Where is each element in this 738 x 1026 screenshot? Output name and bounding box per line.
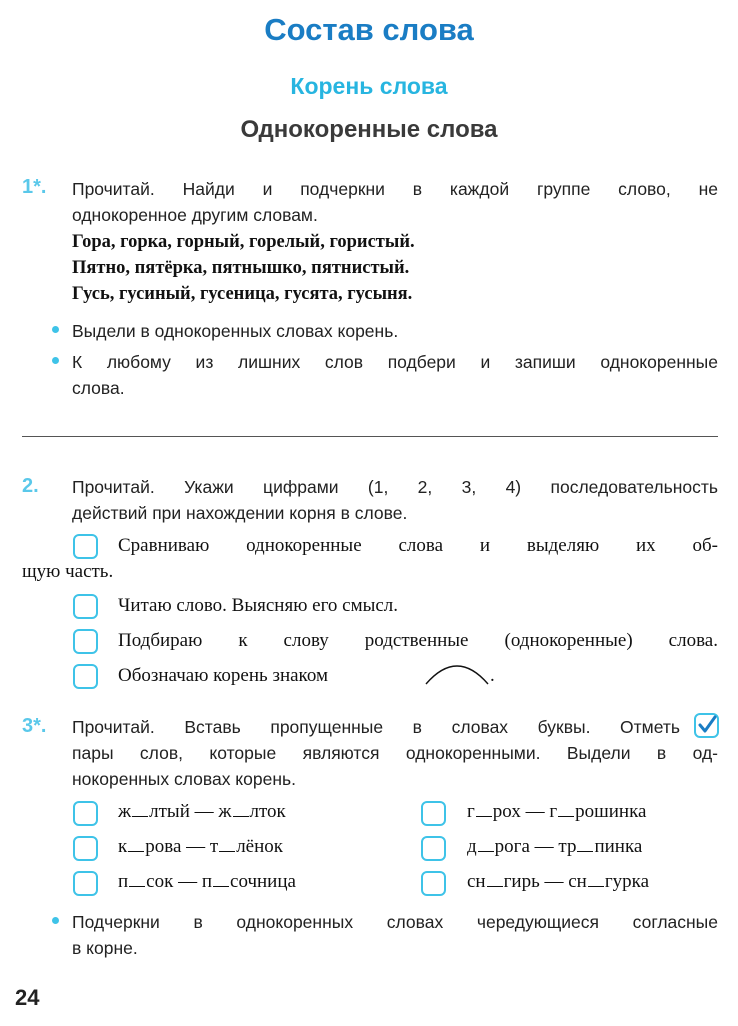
letter-gap[interactable]: [558, 802, 574, 817]
exercise-number: 2.: [22, 475, 39, 497]
root-mark-icon: [422, 654, 492, 688]
exercise-number: 1*.: [22, 176, 47, 198]
order-box[interactable]: [73, 534, 98, 559]
word-pair: д рога — тр пинка: [467, 836, 643, 857]
word-pair: ж лтый — ж лток: [118, 801, 286, 822]
word-pair: г рох — г рошинка: [467, 801, 647, 822]
letter-gap[interactable]: [129, 872, 145, 887]
topic-heading: Однокоренные слова: [240, 116, 498, 143]
step-text: щую часть.: [22, 561, 114, 582]
task-bullet: слова.: [72, 378, 125, 398]
exercise-instruction: Прочитай. Вставь пропущенные в словах буквы. Отметь: [72, 717, 680, 737]
task-bullet: Подчеркни в однокоренных словах чередующиеся согласные: [72, 912, 718, 932]
word-group: Гусь, гусиный, гусеница, гусята, гусыня.: [72, 284, 413, 304]
word-group: Пятно, пятёрка, пятнышко, пятнистый.: [72, 258, 410, 278]
step-text: Обозначаю корень знаком: [118, 665, 328, 686]
bullet-marker: [52, 326, 59, 333]
page-title: Состав слова: [264, 12, 474, 47]
exercise-instruction: Прочитай. Укажи цифрами (1, 2, 3, 4) последовательность: [72, 477, 718, 497]
letter-gap[interactable]: [132, 802, 148, 817]
pair-checkbox[interactable]: [73, 801, 98, 826]
letter-gap[interactable]: [128, 837, 144, 852]
task-bullet: К любому из лишних слов подбери и запиши однокоренные: [72, 352, 718, 372]
letter-gap[interactable]: [233, 802, 249, 817]
order-box[interactable]: [73, 664, 98, 689]
order-box[interactable]: [73, 629, 98, 654]
letter-gap[interactable]: [588, 872, 604, 887]
exercise-instruction: Прочитай. Найди и подчеркни в каждой группе слово, не: [72, 179, 718, 199]
exercise-instruction: пары слов, которые являются однокоренными. Выдели в од-: [72, 743, 718, 763]
answer-line[interactable]: [22, 436, 718, 437]
exercise-instruction: однокоренное другим словам.: [72, 205, 318, 225]
exercise-instruction: действий при нахождении корня в слове.: [72, 503, 408, 523]
step-text: Подбираю к слову родственные (однокоренные) слова.: [118, 630, 718, 651]
letter-gap[interactable]: [577, 837, 593, 852]
section-subtitle: Корень слова: [290, 73, 448, 99]
task-bullet: Выдели в однокоренных словах корень.: [72, 321, 399, 341]
pair-checkbox[interactable]: [421, 836, 446, 861]
pair-checkbox[interactable]: [73, 871, 98, 896]
word-group: Гора, горка, горный, горелый, гористый.: [72, 232, 415, 252]
page-number: 24: [15, 985, 40, 1010]
pair-checkbox[interactable]: [73, 836, 98, 861]
bullet-marker: [52, 357, 59, 364]
pair-checkbox[interactable]: [421, 801, 446, 826]
checked-box-icon: [694, 713, 719, 738]
bullet-marker: [52, 917, 59, 924]
exercise-number: 3*.: [22, 715, 47, 737]
order-box[interactable]: [73, 594, 98, 619]
letter-gap[interactable]: [487, 872, 503, 887]
word-pair: п сок — п сочница: [118, 871, 296, 892]
task-bullet: в корне.: [72, 938, 138, 958]
word-pair: к рова — т лёнок: [118, 836, 284, 857]
letter-gap[interactable]: [478, 837, 494, 852]
exercise-instruction: нокоренных словах корень.: [72, 769, 296, 789]
step-text: .: [490, 665, 495, 686]
letter-gap[interactable]: [219, 837, 235, 852]
letter-gap[interactable]: [476, 802, 492, 817]
step-text: Читаю слово. Выясняю его смысл.: [118, 595, 399, 616]
letter-gap[interactable]: [213, 872, 229, 887]
step-text: Сравниваю однокоренные слова и выделяю их об-: [118, 535, 718, 556]
pair-checkbox[interactable]: [421, 871, 446, 896]
word-pair: сн гирь — сн гурка: [467, 871, 650, 892]
